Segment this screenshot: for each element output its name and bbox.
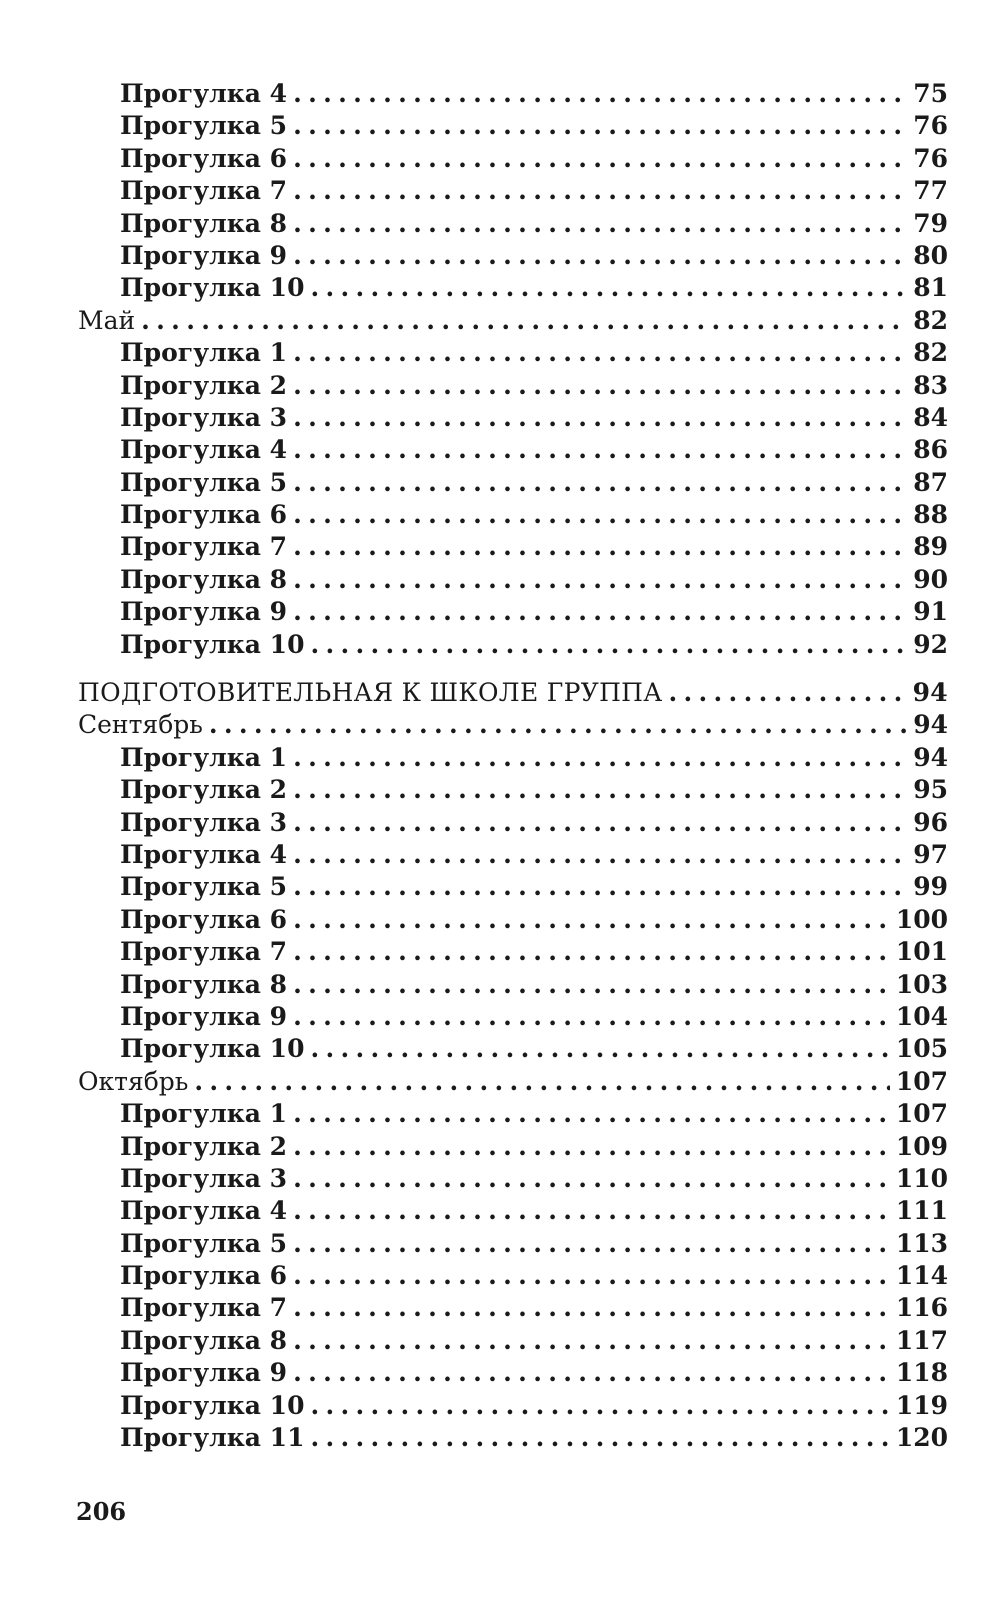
- toc-entry-title: Прогулка 3: [120, 807, 288, 837]
- toc-entry-title: Прогулка 2: [120, 1131, 288, 1161]
- toc-entry-title: Прогулка 4: [120, 1196, 288, 1226]
- toc-entry-title: Прогулка 10: [120, 1034, 305, 1064]
- toc-entry: [78, 499, 948, 531]
- toc-entry-page: 77: [913, 176, 948, 206]
- toc-entry: [78, 143, 948, 175]
- dot-leader: [293, 78, 907, 110]
- toc-entry-title: Прогулка 6: [120, 904, 288, 934]
- toc-entry-title: Прогулка 5: [120, 1228, 288, 1258]
- dot-leader: [293, 904, 890, 936]
- toc-entry: [78, 1163, 948, 1195]
- toc-entry-title: Прогулка 8: [120, 969, 288, 999]
- toc-entry-page: 100: [895, 904, 948, 934]
- toc-entry-page: 82: [913, 305, 948, 335]
- toc-entry-title: Сентябрь: [78, 710, 203, 740]
- toc-entry-page: 97: [913, 839, 948, 869]
- toc-entry: [78, 305, 948, 337]
- toc-entry-page: 94: [913, 742, 948, 772]
- toc-entry: [78, 78, 948, 110]
- toc-entry-title: Прогулка 5: [120, 467, 288, 497]
- toc-entry-page: 84: [913, 402, 948, 432]
- toc-entry-page: 109: [895, 1131, 948, 1161]
- toc-entry-page: 76: [913, 111, 948, 141]
- dot-leader: [293, 871, 907, 903]
- toc-entry-page: 91: [913, 597, 948, 627]
- dot-leader: [310, 272, 907, 304]
- toc-entry: [78, 629, 948, 661]
- toc-entry: [78, 175, 948, 207]
- toc-entry-page: 110: [895, 1163, 948, 1193]
- table-of-contents: [78, 78, 948, 1454]
- toc-entry-page: 94: [912, 678, 948, 708]
- toc-entry-page: 94: [913, 710, 948, 740]
- dot-leader: [293, 531, 907, 563]
- toc-entry-title: Прогулка 3: [120, 402, 288, 432]
- toc-entry: [78, 871, 948, 903]
- dot-leader: [293, 467, 907, 499]
- toc-entry-page: 101: [895, 937, 948, 967]
- dot-leader: [293, 337, 907, 369]
- dot-leader: [310, 629, 907, 661]
- dot-leader: [293, 564, 907, 596]
- dot-leader: [293, 1325, 890, 1357]
- toc-entry: [78, 272, 948, 304]
- dot-leader: [293, 969, 890, 1001]
- toc-entry-title: Прогулка 6: [120, 1261, 288, 1291]
- toc-entry-page: 79: [913, 208, 948, 238]
- toc-entry: [78, 402, 948, 434]
- toc-entry: [78, 1098, 948, 1130]
- toc-entry-title: Прогулка 8: [120, 208, 288, 238]
- dot-leader: [293, 1260, 890, 1292]
- toc-entry-title: Прогулка 4: [120, 839, 288, 869]
- toc-entry-title: Прогулка 9: [120, 1358, 288, 1388]
- toc-entry: [78, 467, 948, 499]
- toc-entry: [78, 1195, 948, 1227]
- toc-entry-title: Прогулка 7: [120, 532, 288, 562]
- toc-entry: [78, 709, 948, 741]
- toc-entry: [78, 208, 948, 240]
- toc-entry-page: 105: [895, 1034, 948, 1064]
- toc-entry: [78, 677, 948, 709]
- toc-entry-title: Прогулка 5: [120, 872, 288, 902]
- toc-entry: [78, 904, 948, 936]
- toc-entry-page: 80: [913, 240, 948, 270]
- toc-entry-title: Прогулка 1: [120, 742, 288, 772]
- toc-entry-page: 96: [913, 807, 948, 837]
- toc-entry-title: Прогулка 9: [120, 1001, 288, 1031]
- toc-entry-page: 95: [913, 775, 948, 805]
- toc-entry: [78, 1033, 948, 1065]
- page-number: 206: [76, 1497, 127, 1526]
- toc-entry-title: Прогулка 6: [120, 500, 288, 530]
- toc-entry-page: 82: [913, 338, 948, 368]
- toc-entry: [78, 240, 948, 272]
- toc-entry-title: Прогулка 3: [120, 1163, 288, 1193]
- dot-leader: [293, 774, 907, 806]
- toc-entry-page: 86: [913, 435, 948, 465]
- toc-entry-title: Прогулка 2: [120, 370, 288, 400]
- toc-entry: [78, 1390, 948, 1422]
- toc-entry-title: Прогулка 10: [120, 273, 305, 303]
- toc-entry-title: Прогулка 11: [120, 1423, 305, 1453]
- dot-leader: [293, 499, 907, 531]
- dot-leader: [669, 677, 907, 709]
- toc-entry: [78, 564, 948, 596]
- toc-entry-title: Прогулка 1: [120, 338, 288, 368]
- dot-leader: [293, 807, 907, 839]
- dot-leader: [293, 839, 907, 871]
- toc-entry-page: 117: [895, 1325, 948, 1355]
- toc-entry-page: 90: [913, 564, 948, 594]
- toc-entry-page: 75: [913, 79, 948, 108]
- toc-entry-title: Прогулка 9: [120, 597, 288, 627]
- dot-leader: [293, 143, 907, 175]
- toc-entry: [78, 807, 948, 839]
- toc-entry-title: Прогулка 1: [120, 1099, 288, 1129]
- toc-entry: [78, 1292, 948, 1324]
- toc-entry: [78, 1260, 948, 1292]
- toc-entry-page: 99: [913, 872, 948, 902]
- toc-entry: [78, 1228, 948, 1260]
- dot-leader: [293, 402, 907, 434]
- dot-leader: [310, 1422, 889, 1454]
- toc-entry-page: 116: [895, 1293, 948, 1323]
- toc-entry-title: Прогулка 9: [120, 240, 288, 270]
- toc-entry: [78, 1325, 948, 1357]
- toc-entry-page: 83: [913, 370, 948, 400]
- toc-entry: [78, 1066, 948, 1098]
- toc-entry-page: 107: [895, 1099, 948, 1129]
- toc-entry-page: 87: [913, 467, 948, 497]
- toc-entry: [78, 370, 948, 402]
- dot-leader: [209, 709, 907, 741]
- toc-entry-title: Прогулка 7: [120, 937, 288, 967]
- toc-entry-page: 111: [895, 1196, 948, 1226]
- dot-leader: [194, 1066, 889, 1098]
- toc-entry-title: Прогулка 4: [120, 435, 288, 465]
- toc-entry: [78, 110, 948, 142]
- toc-entry-title: Прогулка 8: [120, 1325, 288, 1355]
- toc-entry-page: 104: [895, 1001, 948, 1031]
- toc-entry-title: Прогулка 10: [120, 1390, 305, 1420]
- dot-leader: [310, 1390, 889, 1422]
- toc-entry-title: ПОДГОТОВИТЕЛЬНАЯ К ШКОЛЕ ГРУППА: [78, 678, 663, 708]
- toc-entry-page: 107: [895, 1066, 948, 1096]
- dot-leader: [293, 936, 890, 968]
- toc-entry-title: Октябрь: [78, 1066, 189, 1096]
- toc-entry-title: Прогулка 10: [120, 629, 305, 659]
- toc-entry: [78, 1422, 948, 1454]
- toc-entry: [78, 337, 948, 369]
- toc-entry: [78, 774, 948, 806]
- dot-leader: [293, 110, 907, 142]
- toc-entry-page: 113: [895, 1228, 948, 1258]
- dot-leader: [293, 434, 907, 466]
- toc-entry-title: Прогулка 7: [120, 176, 288, 206]
- toc-entry-title: Прогулка 2: [120, 775, 288, 805]
- toc-entry-page: 114: [895, 1261, 948, 1291]
- toc-entry-page: 119: [895, 1390, 948, 1420]
- toc-entry-page: 88: [913, 500, 948, 530]
- toc-entry-page: 120: [895, 1423, 948, 1453]
- toc-entry: [78, 596, 948, 628]
- dot-leader: [293, 1098, 890, 1130]
- toc-entry-page: 118: [895, 1358, 948, 1388]
- toc-entry-page: 89: [913, 532, 948, 562]
- toc-entry: [78, 434, 948, 466]
- toc-entry-page: 81: [913, 273, 948, 303]
- toc-entry: [78, 1001, 948, 1033]
- toc-entry-page: 103: [895, 969, 948, 999]
- toc-entry-title: Май: [78, 305, 136, 335]
- dot-leader: [293, 596, 907, 628]
- toc-entry: [78, 531, 948, 563]
- toc-entry-page: 92: [913, 629, 948, 659]
- dot-leader: [293, 1163, 890, 1195]
- toc-entry: [78, 969, 948, 1001]
- toc-entry-title: Прогулка 7: [120, 1293, 288, 1323]
- dot-leader: [293, 1195, 890, 1227]
- toc-entry: [78, 742, 948, 774]
- toc-entry: [78, 936, 948, 968]
- toc-entry-page: 76: [913, 143, 948, 173]
- toc-entry: [78, 1131, 948, 1163]
- dot-leader: [293, 1292, 890, 1324]
- toc-entry-title: Прогулка 5: [120, 111, 288, 141]
- dot-leader: [293, 175, 907, 207]
- dot-leader: [293, 1357, 890, 1389]
- toc-entry-title: Прогулка 6: [120, 143, 288, 173]
- dot-leader: [293, 1001, 890, 1033]
- toc-entry: [78, 1357, 948, 1389]
- dot-leader: [141, 305, 907, 337]
- toc-entry-title: Прогулка 4: [120, 79, 288, 108]
- toc-entry: [78, 839, 948, 871]
- dot-leader: [293, 208, 907, 240]
- dot-leader: [293, 742, 907, 774]
- dot-leader: [310, 1033, 889, 1065]
- dot-leader: [293, 240, 907, 272]
- dot-leader: [293, 1228, 890, 1260]
- toc-entry-title: Прогулка 8: [120, 564, 288, 594]
- dot-leader: [293, 1131, 890, 1163]
- dot-leader: [293, 370, 907, 402]
